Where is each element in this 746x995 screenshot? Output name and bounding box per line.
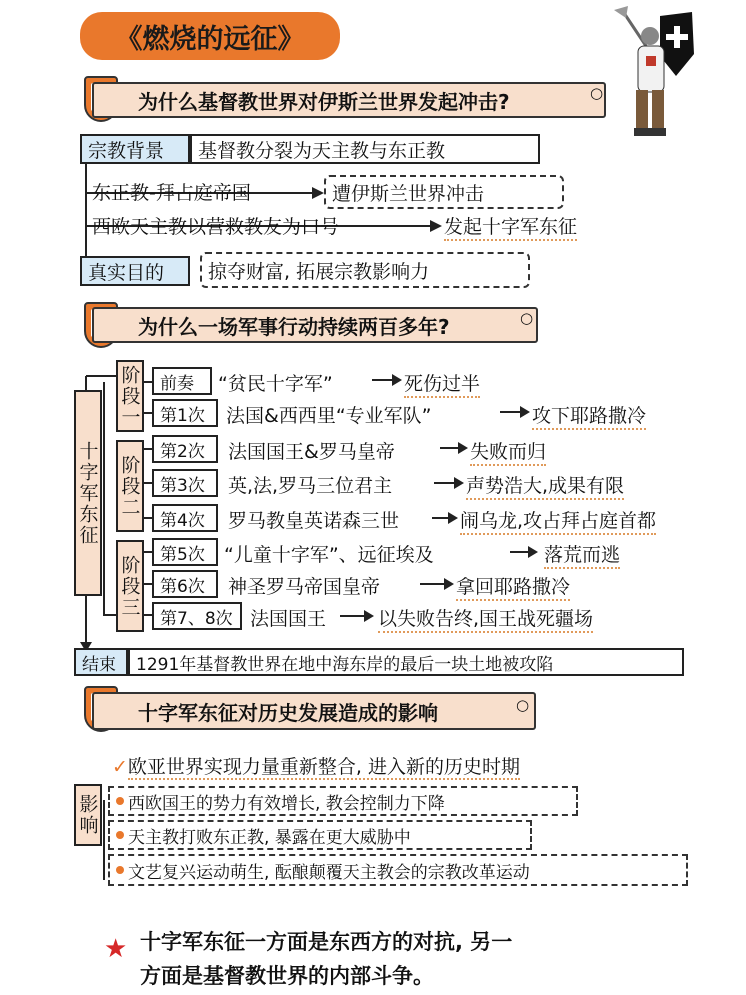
crusade-row-text: 罗马教皇英诺森三世 bbox=[228, 510, 400, 532]
bullet-dot-icon bbox=[116, 866, 124, 874]
crusade-row-label: 前奏 bbox=[152, 367, 212, 395]
question-3-text: 十字军东征对历史发展造成的影响 bbox=[138, 700, 438, 725]
religion-text: 基督教分裂为天主教与东正教 bbox=[190, 134, 540, 164]
knight-illustration bbox=[600, 6, 700, 140]
end-label: 结束 bbox=[74, 648, 128, 676]
crusade-row-label: 第3次 bbox=[152, 469, 218, 497]
stage-1-label: 阶段一 bbox=[116, 360, 144, 432]
west-catholic-result: 发起十字军东征 bbox=[444, 212, 577, 241]
crusade-row-text: 神圣罗马帝国皇帝 bbox=[228, 576, 381, 598]
question-1-bulb-icon: ○ bbox=[590, 84, 604, 102]
stage-3-label: 阶段三 bbox=[116, 540, 144, 632]
star-icon: ★ bbox=[104, 934, 128, 964]
crusade-row-result: 攻下耶路撒冷 bbox=[532, 401, 646, 430]
crusade-row-text: “贫民十字军” bbox=[218, 373, 333, 395]
crusades-main-label: 十字军东征 bbox=[74, 390, 102, 596]
question-1-bar bbox=[92, 82, 606, 118]
crusade-row-text: 法国国王 bbox=[250, 608, 327, 630]
crusade-row-result: 闹乌龙,攻占拜占庭首都 bbox=[460, 506, 656, 535]
religion-label: 宗教背景 bbox=[80, 134, 190, 164]
west-catholic-text: 西欧天主教以营救教友为口号 bbox=[92, 216, 340, 238]
east-orthodox-text: 东正教-拜占庭帝国 bbox=[92, 182, 251, 204]
question-1-text: 为什么基督教世界对伊斯兰世界发起冲击? bbox=[138, 89, 510, 114]
bullet-dot-icon bbox=[116, 831, 124, 839]
influence-item bbox=[108, 820, 532, 850]
influence-item bbox=[112, 752, 520, 779]
bullet-dot-icon bbox=[116, 797, 124, 805]
end-text: 1291年基督教世界在地中海东岸的最后一块土地被攻陷 bbox=[128, 648, 684, 676]
crusade-row-result: 落荒而逃 bbox=[544, 540, 620, 569]
influence-item-text: 欧亚世界实现力量重新整合, 进入新的历史时期 bbox=[127, 756, 521, 778]
crusade-row-result: 声势浩大,成果有限 bbox=[466, 471, 624, 500]
crusade-row-result: 以失败告终,国王战死疆场 bbox=[378, 604, 593, 633]
conclusion-line-1: 十字军东征一方面是东西方的对抗, 另一 bbox=[140, 930, 513, 954]
crusade-row-label: 第5次 bbox=[152, 538, 218, 566]
influence-item-text: 文艺复兴运动萌生, 酝酿颠覆天主教会的宗教改革运动 bbox=[128, 862, 530, 883]
real-purpose-label: 真实目的 bbox=[80, 256, 190, 286]
crusade-row-text: “儿童十字军”、远征埃及 bbox=[224, 544, 434, 566]
crusade-row-label: 第2次 bbox=[152, 435, 218, 463]
crusade-row-label: 第1次 bbox=[152, 399, 218, 427]
question-3-bar bbox=[92, 692, 536, 730]
question-2-bulb-icon: ○ bbox=[520, 309, 534, 327]
crusade-row-text: 法国&西西里“专业军队” bbox=[226, 405, 432, 427]
influence-label: 影响 bbox=[74, 784, 102, 846]
influence-item-text: 天主教打败东正教, 暴露在更大威胁中 bbox=[128, 827, 411, 848]
crusade-row-label: 第6次 bbox=[152, 570, 218, 598]
real-purpose-text: 掠夺财富, 拓展宗教影响力 bbox=[200, 252, 530, 288]
question-2-text: 为什么一场军事行动持续两百多年? bbox=[138, 314, 450, 339]
crusade-row-result: 失败而归 bbox=[470, 437, 546, 466]
crusade-row-label: 第7、8次 bbox=[152, 602, 242, 630]
east-orthodox-result: 遭伊斯兰世界冲击 bbox=[324, 175, 564, 209]
question-3-bulb-icon: ○ bbox=[516, 696, 530, 714]
conclusion-line-2: 方面是基督教世界的内部斗争。 bbox=[140, 964, 434, 988]
crusade-row-result: 死伤过半 bbox=[404, 369, 480, 398]
page-title: 《燃烧的远征》 bbox=[80, 12, 340, 60]
influence-item-text: 西欧国王的势力有效增长, 教会控制力下降 bbox=[128, 793, 445, 814]
influence-item bbox=[108, 786, 578, 816]
stage-2-label: 阶段二 bbox=[116, 440, 144, 532]
crusade-row-text: 英,法,罗马三位君主 bbox=[228, 475, 393, 497]
crusade-row-result: 拿回耶路撒冷 bbox=[456, 572, 570, 601]
crusade-row-label: 第4次 bbox=[152, 504, 218, 532]
check-icon: ✓ bbox=[112, 756, 128, 778]
question-2-bar bbox=[92, 307, 538, 343]
influence-item bbox=[108, 854, 688, 886]
crusade-row-text: 法国国王&罗马皇帝 bbox=[228, 441, 395, 463]
